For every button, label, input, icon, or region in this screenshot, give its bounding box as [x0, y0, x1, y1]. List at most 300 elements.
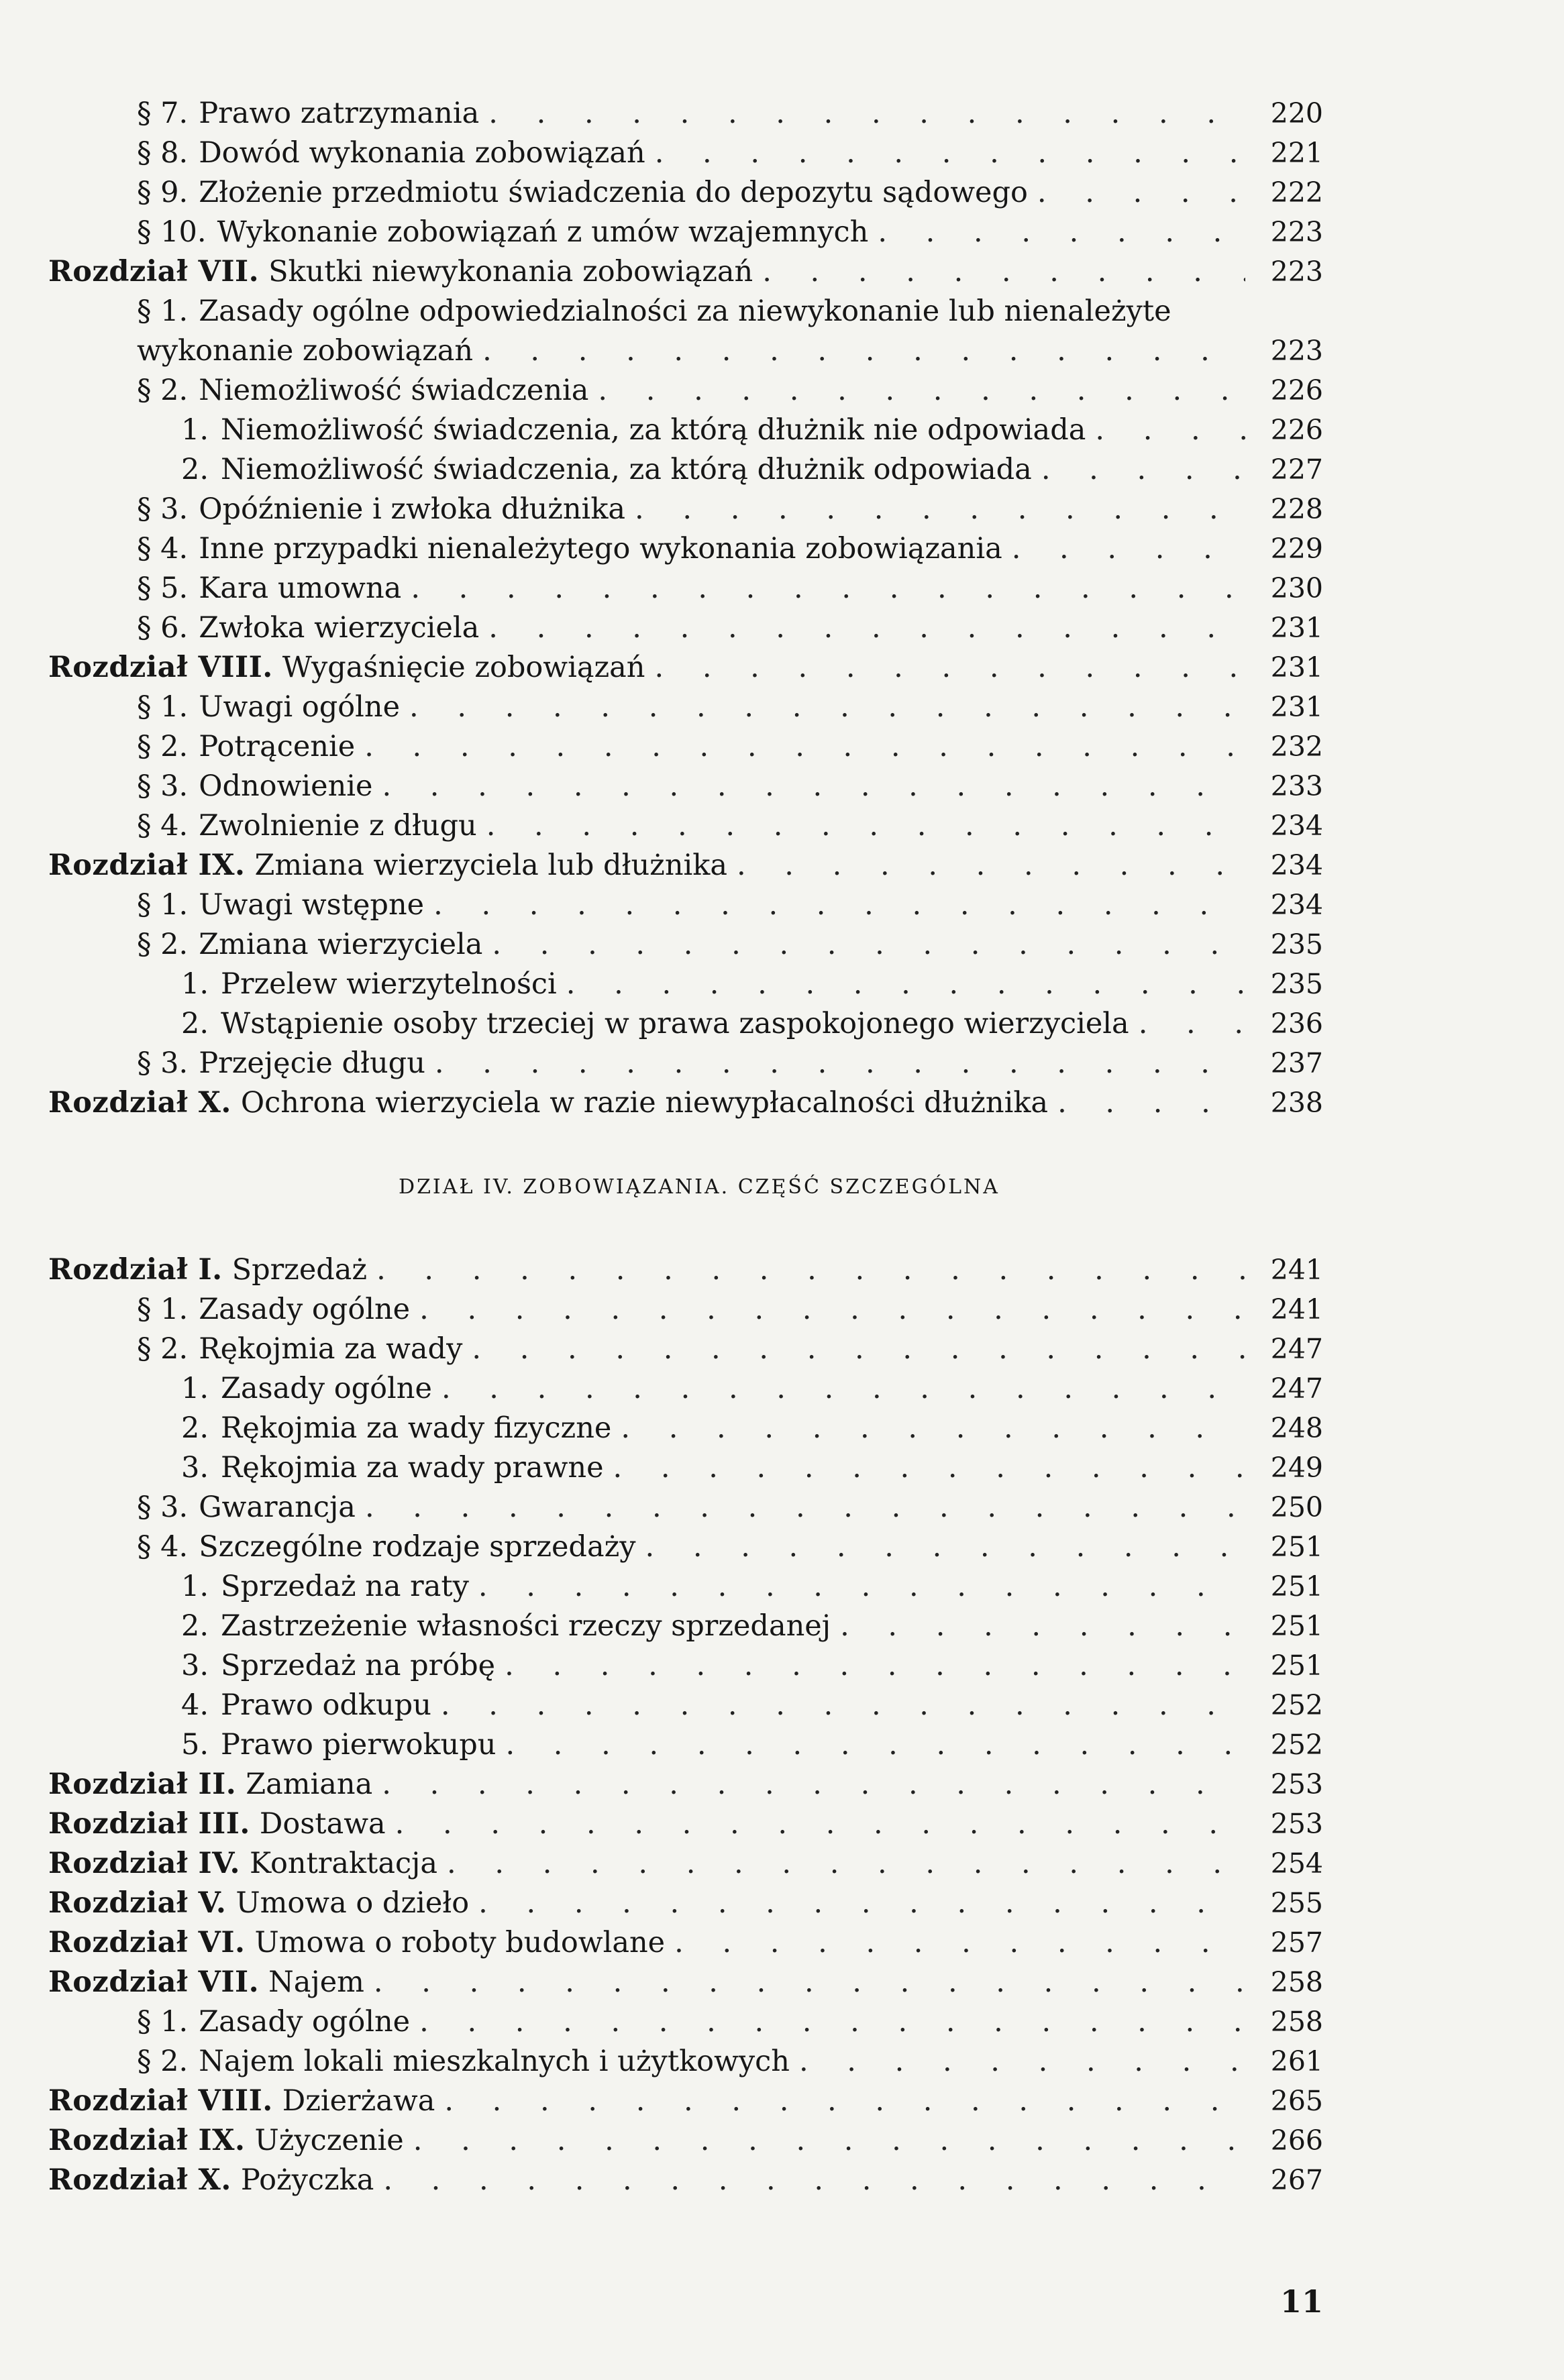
toc-section-row — [48, 2002, 1323, 2042]
toc-section-row — [48, 806, 1323, 846]
toc-subsection-row — [48, 1686, 1323, 1725]
toc-entry-label: § 1. — [137, 888, 189, 922]
toc-entry-title: Potrącenie — [199, 730, 356, 763]
toc-entry-title: Skutki niewykonania zobowiązań — [268, 255, 753, 288]
dot-leader — [1012, 529, 1245, 569]
toc-entry-label: § 3. — [137, 1046, 189, 1080]
toc-entry-title: Wstąpienie osoby trzeciej w prawa zaspokojonego wierzyciela — [221, 1007, 1129, 1040]
toc-entry-text — [137, 2002, 410, 2042]
toc-entry-label: 2. — [181, 1007, 209, 1040]
toc-entry-title: Pożyczka — [240, 2163, 374, 2197]
toc-entry-label: § 10. — [137, 215, 207, 249]
toc-entry-title: Sprzedaż na raty — [221, 1570, 469, 1603]
toc-page-number: 266 — [1270, 2124, 1323, 2157]
toc-entry-label: § 4. — [137, 809, 189, 843]
toc-entry-label: § 1. — [137, 1293, 189, 1326]
toc-subsection-row — [48, 1004, 1323, 1044]
toc-page-number: 253 — [1270, 1768, 1323, 1800]
dot-leader — [447, 1844, 1245, 1884]
toc-entry-title: Wykonanie zobowiązań z umów wzajemnych — [217, 215, 869, 249]
toc-page-number: 258 — [1270, 1966, 1323, 1998]
toc-entry-title: wykonanie zobowiązań — [137, 334, 474, 368]
toc-section-row — [48, 529, 1323, 569]
dot-leader — [566, 965, 1245, 1004]
toc-entry-label: Rozdział VII. — [48, 255, 260, 288]
dot-leader — [478, 1884, 1245, 1923]
toc-entry-label: 1. — [181, 1372, 209, 1405]
toc-section-row — [48, 1527, 1323, 1567]
toc-entry-text — [137, 2042, 790, 2081]
toc-chapter-row — [48, 1083, 1323, 1123]
toc-entry-title: Kara umowna — [199, 572, 402, 605]
dot-leader — [1095, 411, 1245, 450]
toc-entry-title: Szczególne rodzaje sprzedaży — [199, 1530, 636, 1564]
toc-entry-label: Rozdział III. — [48, 1807, 250, 1841]
dot-leader — [840, 1607, 1245, 1646]
dot-leader — [365, 1488, 1245, 1527]
toc-entry-title: Niemożliwość świadczenia, za którą dłużnik nie odpowiada — [221, 413, 1086, 447]
toc-entry-text — [137, 885, 424, 925]
toc-page-number: 265 — [1270, 2085, 1323, 2117]
dot-leader — [674, 1923, 1245, 1963]
toc-entry-title: Złożenie przedmiotu świadczenia do depozytu sądowego — [199, 176, 1028, 209]
toc-entry-label: § 2. — [137, 374, 189, 407]
toc-subsection-row — [48, 1369, 1323, 1409]
toc-entry-title: Sprzedaż — [231, 1253, 368, 1287]
toc-entry-text — [181, 1607, 831, 1646]
toc-entry-label: § 1. — [137, 690, 189, 724]
page-number: 11 — [1280, 2283, 1323, 2320]
toc-page-number: 241 — [1270, 1254, 1323, 1286]
toc-section-row — [48, 1488, 1323, 1527]
toc-entry-text — [137, 1330, 462, 1369]
toc-page-number: 251 — [1270, 1610, 1323, 1642]
table-of-contents-part-2 — [48, 1250, 1323, 2200]
toc-page-number: 234 — [1270, 849, 1323, 881]
dot-leader — [737, 846, 1245, 885]
toc-entry-label: § 1. — [137, 2005, 189, 2039]
toc-entry-label: 2. — [181, 1411, 209, 1445]
toc-entry-title: Prawo zatrzymania — [199, 97, 480, 130]
toc-entry-text — [181, 1004, 1129, 1044]
toc-entry-text — [48, 1884, 469, 1923]
toc-page-number: 247 — [1270, 1333, 1323, 1365]
toc-page-number: 221 — [1270, 137, 1323, 169]
toc-chapter-row — [48, 1765, 1323, 1804]
toc-entry-label: § 7. — [137, 97, 189, 130]
toc-section-row — [48, 1044, 1323, 1083]
toc-entry-title: Prawo pierwokupu — [221, 1728, 497, 1762]
toc-entry-title: Dowód wykonania zobowiązań — [199, 136, 645, 170]
toc-page-number: 251 — [1270, 1531, 1323, 1563]
dot-leader — [441, 1369, 1245, 1409]
toc-section-row — [48, 727, 1323, 767]
toc-entry-text — [137, 1290, 410, 1330]
toc-entry-title: Odnowienie — [199, 769, 373, 803]
toc-entry-title: Rękojmia za wady prawne — [221, 1451, 604, 1484]
toc-entry-text — [48, 1923, 665, 1963]
toc-entry-text — [181, 1409, 611, 1448]
toc-section-row — [48, 925, 1323, 965]
toc-entry-text — [48, 252, 753, 292]
toc-section-row — [48, 213, 1323, 252]
toc-page-number: 241 — [1270, 1293, 1323, 1326]
toc-entry-title: Rękojmia za wady fizyczne — [221, 1411, 612, 1445]
dot-leader — [472, 1330, 1245, 1369]
toc-page-number: 223 — [1270, 216, 1323, 248]
dot-leader — [762, 252, 1245, 292]
toc-entry-text — [181, 1567, 469, 1607]
toc-page-number: 231 — [1270, 612, 1323, 644]
toc-entry-text — [137, 688, 400, 727]
toc-subsection-row — [48, 1448, 1323, 1488]
dot-leader — [382, 767, 1245, 806]
toc-entry-label: Rozdział VIII. — [48, 651, 273, 684]
toc-entry-title: Niemożliwość świadczenia, za którą dłużnik odpowiada — [221, 453, 1032, 486]
dot-leader — [482, 331, 1245, 371]
toc-entry-title: Niemożliwość świadczenia — [199, 374, 589, 407]
toc-page-number: 257 — [1270, 1927, 1323, 1959]
toc-entry-title: Uwagi ogólne — [199, 690, 401, 724]
toc-entry-label: Rozdział V. — [48, 1886, 227, 1920]
toc-entry-title: Gwarancja — [199, 1491, 356, 1524]
toc-entry-label: § 1. — [137, 294, 189, 328]
toc-entry-label: § 4. — [137, 532, 189, 565]
toc-entry-label: § 3. — [137, 492, 189, 526]
toc-page-number: 261 — [1270, 2045, 1323, 2077]
toc-section-row — [48, 173, 1323, 213]
toc-entry-label: Rozdział VIII. — [48, 2084, 273, 2118]
toc-subsection-row — [48, 1646, 1323, 1686]
toc-chapter-row — [48, 1804, 1323, 1844]
toc-entry-label: § 9. — [137, 176, 189, 209]
toc-entry-text — [181, 450, 1032, 490]
toc-entry-title: Zmiana wierzyciela lub dłużnika — [254, 849, 727, 882]
toc-section-row — [48, 1330, 1323, 1369]
toc-chapter-row — [48, 2081, 1323, 2121]
toc-entry-text — [48, 648, 645, 688]
dot-leader — [433, 885, 1245, 925]
toc-entry-label: § 2. — [137, 928, 189, 961]
dot-leader — [435, 1044, 1245, 1083]
dot-leader — [419, 2002, 1245, 2042]
toc-entry-label: Rozdział VII. — [48, 1965, 260, 1999]
toc-section-row — [48, 1290, 1323, 1330]
toc-entry-text — [137, 925, 482, 965]
toc-page-number: 230 — [1270, 572, 1323, 604]
toc-entry-label: Rozdział VI. — [48, 1926, 246, 1959]
toc-entry-text — [48, 1083, 1048, 1123]
toc-page-number: 252 — [1270, 1729, 1323, 1761]
toc-entry-title: Uwagi wstępne — [199, 888, 425, 922]
toc-entry-title: Zasady ogólne — [199, 1293, 411, 1326]
toc-entry-title: Prawo odkupu — [221, 1688, 431, 1722]
toc-entry-text — [48, 846, 727, 885]
dot-leader — [364, 727, 1245, 767]
toc-entry-text — [181, 1725, 496, 1765]
toc-entry-label: Rozdział I. — [48, 1253, 223, 1287]
toc-entry-label: § 2. — [137, 2045, 189, 2078]
toc-entry-title: Zasady ogólne odpowiedzialności za niewykonanie lub nienależyte — [199, 294, 1171, 328]
toc-entry-title: Sprzedaż na próbę — [221, 1649, 496, 1682]
toc-entry-text — [48, 2161, 374, 2200]
toc-entry-text — [137, 173, 1028, 213]
toc-page-number: 223 — [1270, 335, 1323, 367]
toc-chapter-row — [48, 1963, 1323, 2002]
toc-entry-text — [137, 806, 477, 846]
toc-entry-text — [137, 213, 868, 252]
toc-entry-text — [181, 411, 1086, 450]
toc-section-row — [48, 569, 1323, 608]
toc-entry-text — [181, 1646, 495, 1686]
toc-entry-label: § 6. — [137, 611, 189, 645]
toc-entry-label: 3. — [181, 1649, 209, 1682]
dot-leader — [441, 1686, 1245, 1725]
dot-leader — [799, 2042, 1245, 2081]
toc-page-number: 232 — [1270, 731, 1323, 763]
toc-entry-label: § 4. — [137, 1530, 189, 1564]
toc-page-number: 250 — [1270, 1491, 1323, 1523]
toc-entry-title: Wygaśnięcie zobowiązań — [282, 651, 645, 684]
toc-entry-label: Rozdział X. — [48, 1086, 231, 1120]
toc-section-row — [48, 767, 1323, 806]
toc-section-row — [48, 885, 1323, 925]
toc-page-number: 237 — [1270, 1047, 1323, 1079]
dot-leader — [635, 490, 1245, 529]
toc-section-row — [48, 688, 1323, 727]
toc-entry-label: Rozdział IV. — [48, 1847, 240, 1880]
toc-page-number: 226 — [1270, 414, 1323, 446]
dot-leader — [486, 806, 1245, 846]
toc-entry-text — [48, 1804, 386, 1844]
toc-page-number: 251 — [1270, 1649, 1323, 1682]
toc-entry-text — [137, 292, 1171, 331]
toc-page-number: 254 — [1270, 1847, 1323, 1880]
toc-page-number: 255 — [1270, 1887, 1323, 1919]
dot-leader — [488, 608, 1245, 648]
dot-leader — [492, 925, 1245, 965]
toc-entry-title: Inne przypadki nienależytego wykonania zobowiązania — [199, 532, 1002, 565]
toc-subsection-row — [48, 965, 1323, 1004]
dot-leader — [478, 1567, 1245, 1607]
toc-page-number: 249 — [1270, 1452, 1323, 1484]
dot-leader — [1139, 1004, 1245, 1044]
dot-leader — [413, 2121, 1245, 2161]
toc-page-number: 222 — [1270, 176, 1323, 209]
toc-entry-text — [48, 2121, 404, 2161]
toc-subsection-row — [48, 1409, 1323, 1448]
dot-leader — [376, 1250, 1245, 1290]
toc-entry-title: Dostawa — [259, 1807, 386, 1841]
toc-page-number: 228 — [1270, 493, 1323, 525]
toc-section-row — [48, 292, 1323, 331]
toc-entry-title: Przelew wierzytelności — [221, 967, 557, 1001]
toc-entry-title: Zamiana — [246, 1768, 373, 1801]
dot-leader — [621, 1409, 1245, 1448]
toc-page-number: 267 — [1270, 2164, 1323, 2196]
dot-leader — [505, 1725, 1245, 1765]
toc-chapter-row — [48, 1923, 1323, 1963]
toc-section-row — [48, 133, 1323, 173]
toc-entry-title: Kontraktacja — [249, 1847, 438, 1880]
toc-entry-title: Zastrzeżenie własności rzeczy sprzedanej — [221, 1609, 831, 1643]
toc-page-number: 258 — [1270, 2006, 1323, 2038]
toc-section-row — [48, 94, 1323, 133]
toc-entry-title: Umowa o dzieło — [236, 1886, 470, 1920]
dot-leader — [382, 1765, 1245, 1804]
dot-leader — [1057, 1083, 1245, 1123]
toc-entry-title: Zwłoka wierzyciela — [199, 611, 480, 645]
toc-entry-title: Zwolnienie z długu — [199, 809, 477, 843]
toc-page-number: 235 — [1270, 968, 1323, 1000]
toc-entry-text — [181, 965, 557, 1004]
dot-leader — [409, 688, 1245, 727]
toc-entry-label: 1. — [181, 413, 209, 447]
toc-entry-label: 2. — [181, 1609, 209, 1643]
toc-section-row — [48, 2042, 1323, 2081]
dot-leader — [1041, 450, 1245, 490]
toc-entry-label: Rozdział II. — [48, 1768, 237, 1801]
toc-chapter-row — [48, 846, 1323, 885]
toc-entry-title: Zmiana wierzyciela — [199, 928, 483, 961]
dot-leader — [374, 1963, 1245, 2002]
toc-entry-text — [137, 569, 401, 608]
toc-chapter-row — [48, 252, 1323, 292]
toc-entry-text — [137, 94, 479, 133]
toc-page-number: 235 — [1270, 928, 1323, 961]
toc-entry-label: Rozdział X. — [48, 2163, 231, 2197]
toc-entry-text — [137, 727, 355, 767]
toc-page-number: 252 — [1270, 1689, 1323, 1721]
toc-entry-label: 1. — [181, 967, 209, 1001]
toc-entry-text — [137, 608, 479, 648]
dot-leader — [505, 1646, 1245, 1686]
toc-entry-text — [137, 529, 1002, 569]
toc-entry-label: § 8. — [137, 136, 189, 170]
toc-page-number: 236 — [1270, 1008, 1323, 1040]
toc-page-number: 238 — [1270, 1087, 1323, 1119]
toc-entry-text — [48, 1765, 372, 1804]
toc-entry-title: Dzierżawa — [282, 2084, 435, 2118]
toc-page-number: 229 — [1270, 533, 1323, 565]
toc-page-number: 247 — [1270, 1372, 1323, 1405]
toc-entry-title: Użyczenie — [254, 2124, 404, 2157]
toc-entry-title: Rękojmia za wady — [199, 1332, 463, 1366]
toc-entry-text — [181, 1686, 431, 1725]
toc-chapter-row — [48, 1844, 1323, 1884]
toc-entry-label: 2. — [181, 453, 209, 486]
toc-page-number: 226 — [1270, 374, 1323, 407]
dot-leader — [654, 648, 1245, 688]
toc-entry-title: Przejęcie długu — [199, 1046, 425, 1080]
section-heading: DZIAŁ IV. ZOBOWIĄZANIA. CZĘŚĆ SZCZEGÓLNA — [399, 1175, 1000, 1199]
toc-entry-label: 4. — [181, 1688, 209, 1722]
dot-leader — [488, 94, 1245, 133]
toc-entry-text — [181, 1448, 604, 1488]
toc-entry-title: Zasady ogólne — [221, 1372, 432, 1405]
toc-entry-text — [137, 490, 625, 529]
toc-subsection-row — [48, 450, 1323, 490]
toc-entry-text — [181, 1369, 432, 1409]
toc-entry-text — [137, 1044, 425, 1083]
dot-leader — [645, 1527, 1245, 1567]
toc-chapter-row — [48, 2161, 1323, 2200]
toc-subsection-row — [48, 1607, 1323, 1646]
toc-page-number: 220 — [1270, 97, 1323, 129]
toc-entry-title: Zasady ogólne — [199, 2005, 411, 2039]
dot-leader — [419, 1290, 1245, 1330]
toc-entry-text — [48, 2081, 435, 2121]
toc-entry-text — [137, 133, 645, 173]
table-of-contents-part-1 — [48, 94, 1323, 1123]
toc-entry-text — [137, 1527, 636, 1567]
toc-entry-label: § 3. — [137, 1491, 189, 1524]
toc-chapter-row — [48, 1250, 1323, 1290]
toc-chapter-row — [48, 648, 1323, 688]
dot-leader — [598, 371, 1245, 411]
toc-entry-text — [48, 1250, 367, 1290]
toc-entry-text — [48, 1844, 437, 1884]
dot-leader — [655, 133, 1245, 173]
dot-leader — [383, 2161, 1245, 2200]
dot-leader — [878, 213, 1245, 252]
toc-page-number: 234 — [1270, 810, 1323, 842]
dot-leader — [411, 569, 1245, 608]
toc-entry-label: 5. — [181, 1728, 209, 1762]
dot-leader — [444, 2081, 1245, 2121]
toc-subsection-row — [48, 1567, 1323, 1607]
toc-chapter-row — [48, 2121, 1323, 2161]
toc-entry-label: Rozdział IX. — [48, 849, 246, 882]
toc-chapter-row — [48, 1884, 1323, 1923]
toc-section-row — [48, 608, 1323, 648]
toc-entry-title: Ochrona wierzyciela w razie niewypłacalności dłużnika — [240, 1086, 1049, 1120]
toc-entry-text — [137, 1488, 356, 1527]
toc-page-number: 234 — [1270, 889, 1323, 921]
toc-entry-label: § 2. — [137, 730, 189, 763]
toc-subsection-row — [48, 1725, 1323, 1765]
toc-page-number: 231 — [1270, 691, 1323, 723]
toc-entry-title: Najem lokali mieszkalnych i użytkowych — [199, 2045, 790, 2078]
toc-page-number: 233 — [1270, 770, 1323, 802]
toc-entry-label: § 5. — [137, 572, 189, 605]
dot-leader — [1037, 173, 1245, 213]
toc-section-row — [48, 371, 1323, 411]
toc-entry-label: § 2. — [137, 1332, 189, 1366]
toc-section-row — [48, 490, 1323, 529]
toc-entry-text — [137, 767, 372, 806]
toc-entry-title: Opóźnienie i zwłoka dłużnika — [199, 492, 626, 526]
toc-entry-label: 3. — [181, 1451, 209, 1484]
toc-page-number: 253 — [1270, 1808, 1323, 1840]
dot-leader — [395, 1804, 1245, 1844]
toc-entry-title: Najem — [268, 1965, 364, 1999]
dot-leader — [613, 1448, 1245, 1488]
toc-subsection-row — [48, 411, 1323, 450]
toc-page-number: 227 — [1270, 453, 1323, 486]
toc-entry-label: § 3. — [137, 769, 189, 803]
toc-entry-label: Rozdział IX. — [48, 2124, 246, 2157]
toc-section-row — [48, 331, 1323, 371]
toc-page-number: 223 — [1270, 256, 1323, 288]
toc-page-number: 251 — [1270, 1570, 1323, 1603]
toc-page-number: 248 — [1270, 1412, 1323, 1444]
toc-page-number: 231 — [1270, 651, 1323, 684]
toc-entry-text — [137, 371, 588, 411]
toc-entry-text — [48, 1963, 364, 2002]
toc-entry-title: Umowa o roboty budowlane — [254, 1926, 666, 1959]
toc-entry-label: 1. — [181, 1570, 209, 1603]
